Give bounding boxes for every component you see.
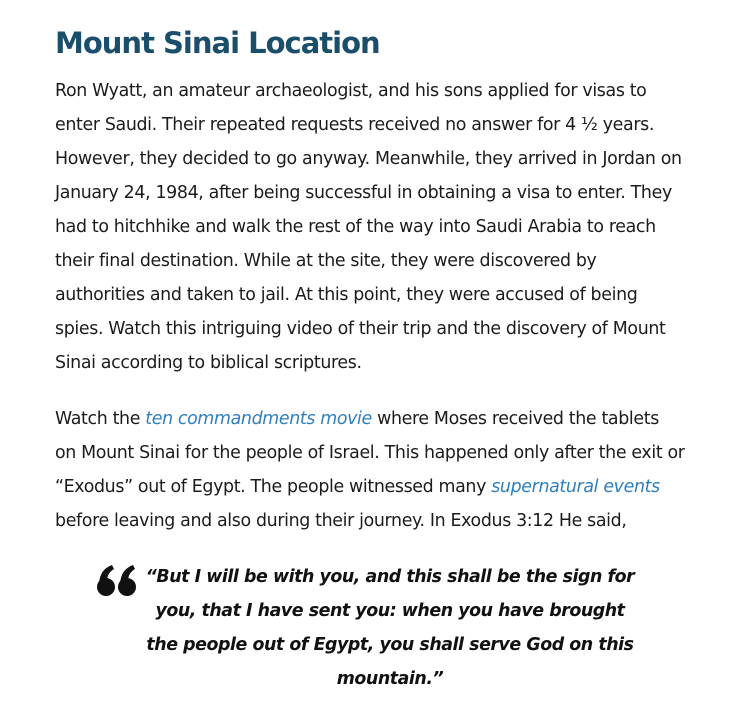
quote-text: “But I will be with you, and this shall be the sign for you, that I have sent you: when you have brought the people out of Egypt, you shall serve God on this mountain.” xyxy=(145,567,635,689)
supernatural-events-link[interactable]: supernatural events xyxy=(491,477,660,497)
paragraph-text: where Moses received the tablets on Mount Sinai for the people of Israel. This happened only after the exit or “Exodus” out of Egypt. The people witnessed many xyxy=(55,409,685,497)
page-title: Mount Sinai Location xyxy=(55,26,380,60)
paragraph-text: Watch the xyxy=(55,409,146,429)
intro-paragraph: Ron Wyatt, an amateur archaeologist, and his sons applied for visas to enter Saudi. Their repeated requests received no answer for 4 ½ years. However, they decided to go anyway. Meanwhile, they arrived in Jordan on January 24, 1984, after being successful in obtaining a visa to enter. They had to hitchhike and walk the rest of the way into Saudi Arabia to reach their final destination. While at the site, they were discovered by authorities and taken to jail. At this point, they were accused of being spies. Watch this intriguing video of their trip and the discovery of Mount Sinai according to biblical scriptures. xyxy=(55,81,682,373)
paragraph-text: before leaving and also during their journey. In Exodus 3:12 He said, xyxy=(55,511,627,531)
article xyxy=(55,24,685,538)
quote-mark-icon xyxy=(95,560,139,600)
commandments-paragraph xyxy=(55,402,685,538)
scripture-quote xyxy=(95,560,695,696)
ten-commandments-movie-link[interactable]: ten commandments movie xyxy=(145,409,372,429)
